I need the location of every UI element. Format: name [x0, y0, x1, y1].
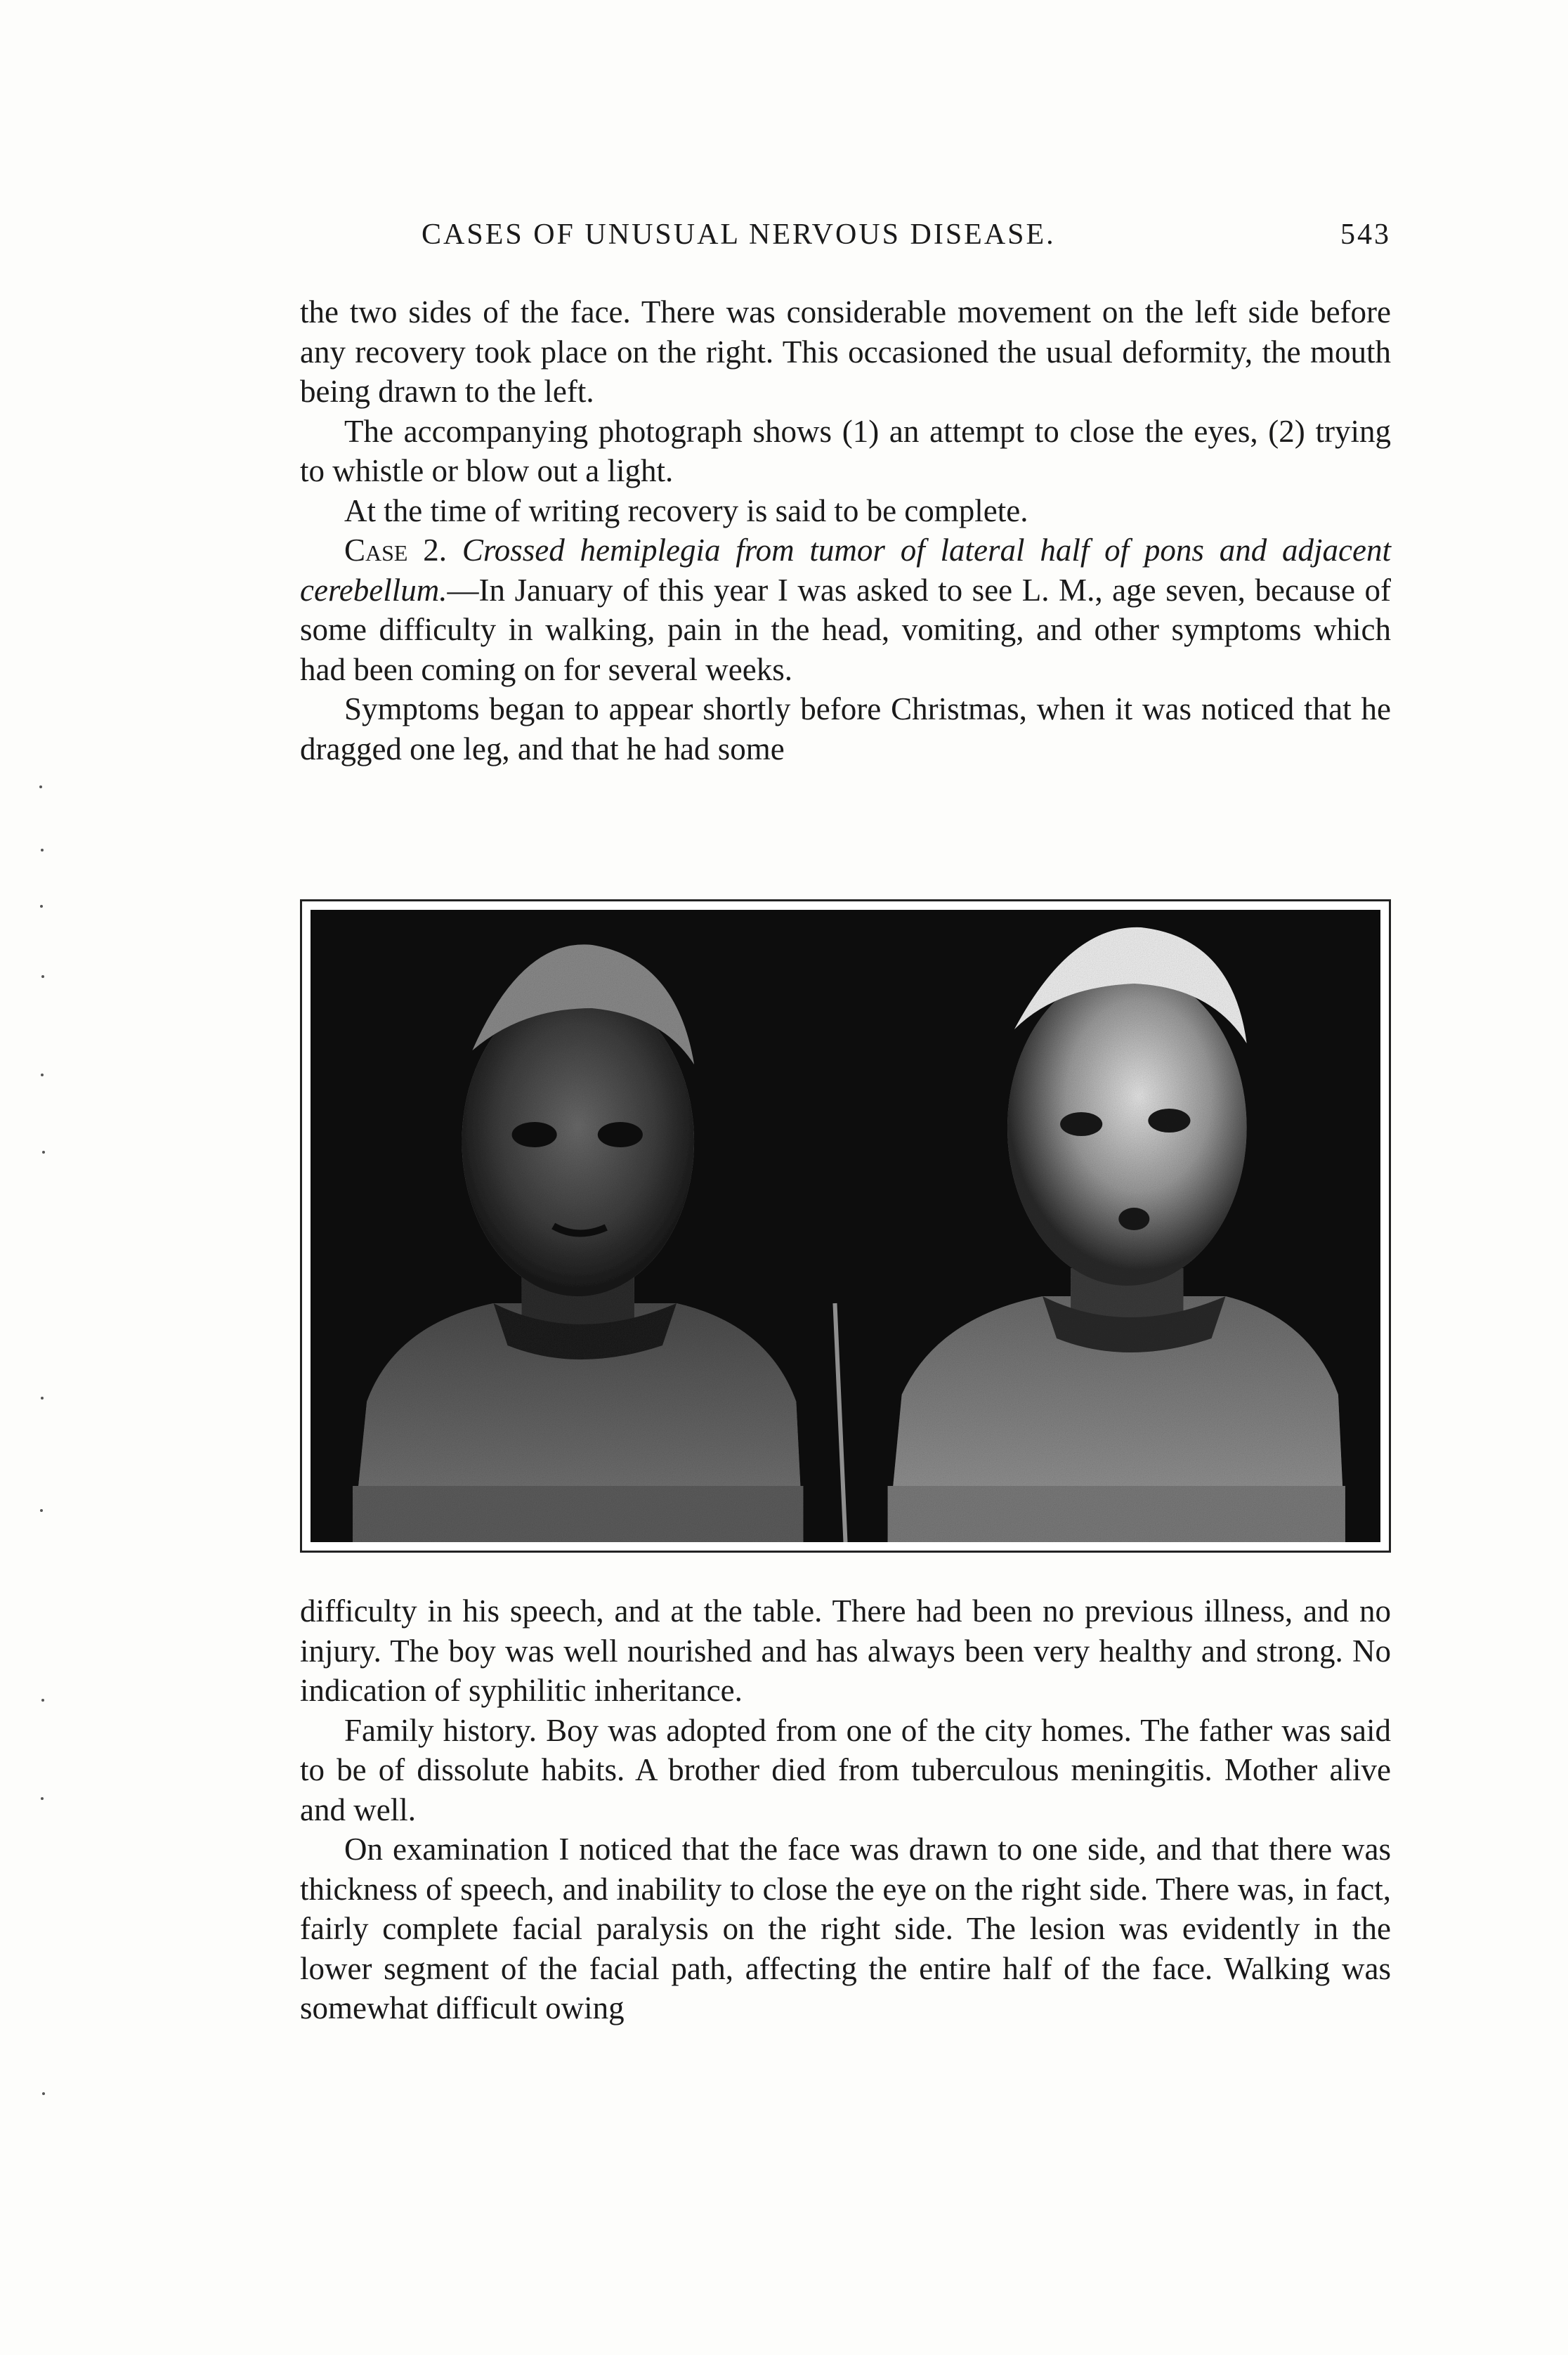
paragraph-examination: On examination I noticed that the face was drawn to one side, and that there was thickness of speech, and inability to close the eye on the right side. There was, in fact, fairly complete facial paralysis on the right side. The lesion was evidently in the lower segment of the facial path, affecting the entire half of the face. Walking was somewhat difficult owing	[300, 1832, 1391, 2025]
paragraph-recovery: At the time of writing recovery is said to be complete.	[344, 492, 1028, 528]
running-title: CASES OF UNUSUAL NERVOUS DISEASE.	[422, 218, 1056, 251]
text-block-top	[300, 292, 1391, 769]
paragraph-symptoms: Symptoms began to appear shortly before Christmas, when it was noticed that he dragged one leg, and that he had some	[300, 691, 1391, 766]
paragraph-continued: the two sides of the face. There was considerable movement on the left side before any recovery took place on the right. This occasioned the usual deformity, the mouth being drawn to the left.	[300, 294, 1391, 409]
margin-specks	[35, 773, 56, 2178]
photograph-image	[311, 910, 1380, 1542]
case-title: Crossed hemiplegia from tumor of lateral half of pons and adjacent cerebellum.	[300, 533, 1392, 608]
page-number: 543	[1340, 218, 1391, 251]
photograph-figure	[300, 899, 1391, 1553]
paragraph-case-2	[300, 530, 1391, 689]
case-text: —In January of this year I was asked to see L. M., age seven, because of some difficulty in walking, pain in the head, vomiting, and other symptoms which had been coming on for several weeks.	[300, 572, 1391, 687]
paragraph-difficulty: difficulty in his speech, and at the table. There had been no previous illness, and no injury. The boy was well nourished and has always been very healthy and strong. No indication of syphilitic inheritance.	[300, 1593, 1391, 1708]
paragraph-family-history: Family history. Boy was adopted from one of the city homes. The father was said to be of dissolute habits. A brother died from tuberculous meningitis. Mother alive and well.	[300, 1712, 1391, 1827]
paragraph-photograph-description: The accompanying photograph shows (1) an attempt to close the eyes, (2) trying to whistle or blow out a light.	[300, 413, 1391, 488]
text-block-bottom	[300, 1591, 1391, 2028]
case-label: Case 2.	[344, 533, 447, 568]
running-head	[422, 218, 1391, 267]
